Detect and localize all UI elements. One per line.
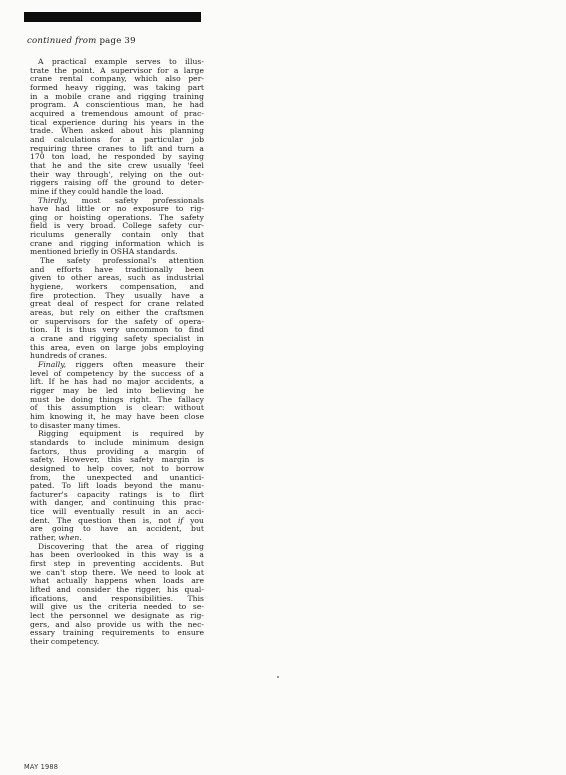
text-line: a crane and rigging safety specialist in [30, 335, 204, 343]
text-line: safety. However, this safety margin is [30, 456, 204, 465]
text-line: have had little or no exposure to rig- [30, 205, 204, 214]
text-line: lift. If he has had no major accidents, a [30, 378, 204, 387]
text-line: dent. The question then is, not if you [30, 516, 204, 525]
text-line: Thirdly, most safety professionals [38, 196, 204, 205]
text-line: trate the point. A supervisor for a large [30, 66, 204, 75]
text-line: lifted and consider the rigger, his qual- [30, 586, 204, 595]
text-line: A practical example serves to illus- [38, 58, 204, 66]
text-line: program. A conscientious man, he had [30, 101, 204, 110]
continued-label: continued from [27, 36, 97, 46]
text-line: mentioned briefly in OSHA standards. [30, 248, 178, 257]
text-line: of this assumption is clear: without [30, 404, 204, 413]
text-line: The safety professional's attention [40, 257, 204, 266]
text-line: and calculations for a particular job [30, 135, 204, 144]
text-line: are going to have an accident, but [30, 525, 204, 534]
scan-speck [277, 676, 279, 678]
text-line: given to other areas, such as industrial [30, 274, 204, 283]
text-line: trade. When asked about his planning [30, 127, 204, 136]
text-line: formed heavy rigging, was taking part [30, 83, 204, 92]
text-line: must be doing things right. The fallacy [30, 395, 204, 404]
text-line: we can't stop there. We need to look at [30, 568, 204, 577]
text-line: tical experience during his years in the [30, 118, 204, 127]
text-line: Rigging equipment is required by [38, 430, 204, 439]
article-paragraph [30, 197, 204, 258]
text-line: field is very broad. College safety cur- [30, 222, 204, 231]
text-line: from, the unexpected and unantici- [30, 473, 204, 482]
text-line: their competency. [30, 637, 100, 646]
text-line: gers, and also provide us with the nec- [30, 620, 204, 629]
text-line: hygiene, workers compensation, and [30, 283, 204, 292]
text-line: requiring three cranes to lift and turn a [30, 144, 204, 153]
text-line: or supervisors for the safety of opera- [30, 317, 204, 326]
text-line: acquired a tremendous amount of prac- [30, 109, 204, 118]
text-line: crane and rigging information which is [30, 239, 204, 248]
text-line: and efforts have traditionally been [30, 265, 204, 274]
text-line: riggers raising off the ground to deter- [30, 179, 204, 188]
text-line: this area, even on large jobs employing [30, 343, 204, 352]
text-line: designed to help cover, not to borrow [30, 464, 204, 473]
text-line: pated. To lift loads beyond the manu- [30, 482, 204, 491]
text-line: fire protection. They usually have a [30, 291, 204, 300]
text-line: rigger may be led into believing he [30, 386, 204, 395]
text-line: mine if they could handle the load. [30, 187, 164, 196]
text-line: will give us the criteria needed to se- [30, 603, 204, 612]
text-line: to disaster many times. [30, 421, 121, 430]
text-line: tice will eventually result in an acci- [30, 508, 204, 517]
text-line: riculums generally contain only that [30, 231, 204, 240]
text-line: first step in preventing accidents. But [30, 560, 204, 569]
text-line: Discovering that the area of rigging [38, 542, 204, 551]
continued-notice [27, 36, 136, 46]
text-line: their way through', relying on the out- [30, 170, 204, 179]
text-line: in a mobile crane and rigging training [30, 92, 204, 101]
text-line: tion. It is thus very uncommon to find [30, 326, 204, 335]
text-line: lect the personnel we designate as rig- [30, 612, 204, 620]
text-line: him knowing it, he may have been close [30, 412, 204, 421]
text-line: factors, thus providing a margin of [30, 447, 204, 456]
article-paragraph [30, 58, 204, 197]
text-line: ifications, and responsibilities. This [30, 594, 204, 603]
header-rule [24, 12, 201, 22]
continued-page-ref: page 39 [99, 36, 136, 46]
text-line: hundreds of cranes. [30, 352, 108, 361]
text-line: 170 ton load, he responded by saying [30, 153, 204, 162]
text-line: ging or hoisting operations. The safety [30, 213, 204, 222]
text-line: rather, when. [30, 534, 82, 543]
article-paragraph [30, 430, 204, 543]
article-paragraph [30, 257, 204, 361]
text-line: what actually happens when loads are [30, 577, 204, 586]
article-paragraph [30, 361, 204, 430]
text-line: with danger, and continuing this prac- [30, 499, 204, 508]
article-column [30, 58, 204, 647]
article-paragraph [30, 543, 204, 647]
text-line: standards to include minimum design [30, 438, 204, 447]
page-footer: MAY 1988 [24, 763, 59, 771]
text-line: great deal of respect for crane related [30, 300, 204, 309]
text-line: Finally, riggers often measure their [38, 360, 204, 369]
text-line: has been overlooked in this way is a [30, 551, 204, 560]
text-line: facturer's capacity ratings is to flirt [30, 490, 204, 499]
text-line: crane rental company, which also per- [30, 75, 204, 84]
text-line: level of competency by the success of a [30, 369, 204, 378]
text-line: areas, but rely on either the craftsmen [30, 309, 204, 318]
text-line: that he and the site crew usually 'feel [30, 161, 204, 170]
text-line: essary training requirements to ensure [30, 629, 204, 638]
